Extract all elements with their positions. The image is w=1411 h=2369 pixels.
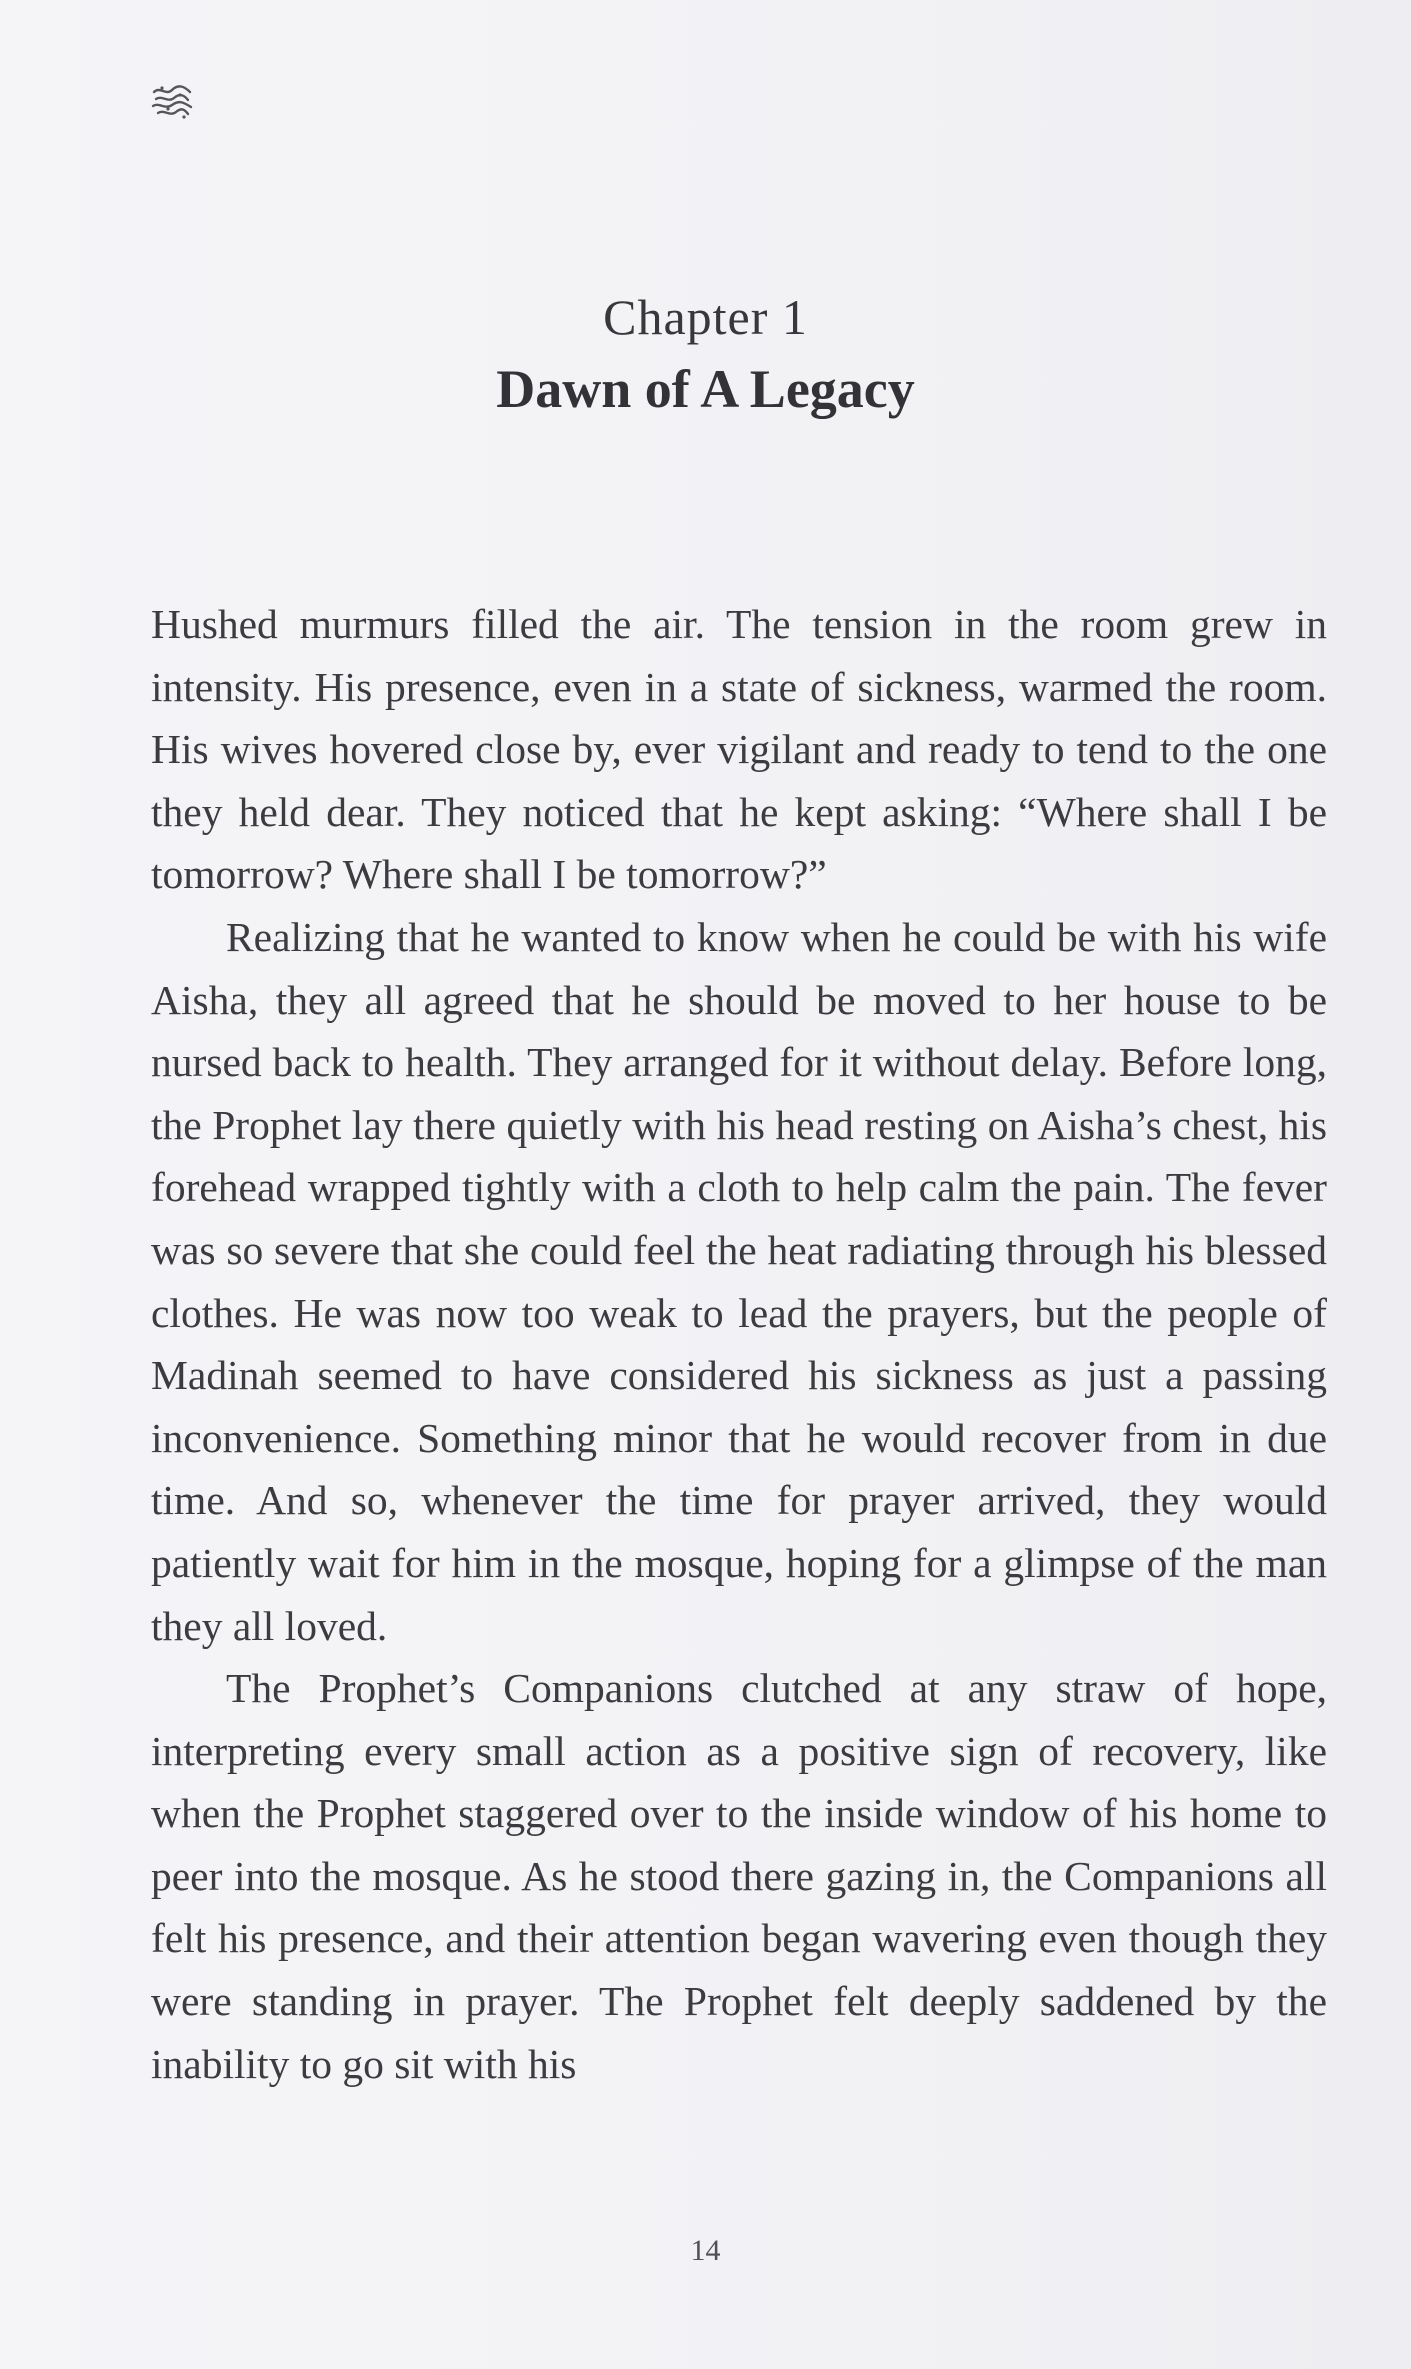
calligraphy-honorific-icon [150, 84, 194, 120]
paragraph: Realizing that he wanted to know when he could be with his wife Aisha, they all agreed that he should be moved to her house to be nursed back to health. They arranged for it without delay. Before long, the Prophet lay there quietly with his head resting on Aisha’s chest, his forehead wrapped tightly with a cloth to help calm the pain. The fever was so severe that she could feel the heat radiating through his blessed clothes. He was now too weak to lead the prayers, but the people of Madinah seemed to have considered his sickness as just a passing inconvenience. Something minor that he would recover from in due time. And so, whenever the time for prayer arrived, they would patiently wait for him in the mosque, hoping for a glimpse of the man they all loved. [151, 913, 1327, 1649]
chapter-title: Dawn of A Legacy [496, 359, 915, 419]
chapter-number: Chapter 1 [603, 289, 808, 345]
paragraph: The Prophet’s Companions clutched at any straw of hope, interpreting every small action as a positive sign of recovery, like when the Prophet staggered over to the inside window of his home to peer into the mosque. As he stood there gazing in, the Companions all felt his presence, and their attention began wavering even though they were standing in prayer. The Prophet felt deeply saddened by the inability to go sit with his [151, 1665, 1327, 2087]
paragraph: Hushed murmurs filled the air. The tension in the room grew in intensity. His presence, even in a state of sickness, warmed the room. His wives hovered close by, ever vigilant and ready to tend to the one they held dear. They noticed that he kept asking: “Where shall I be tomorrow? Where shall I be tomorrow?” [151, 601, 1327, 898]
chapter-body [151, 593, 1327, 2095]
page-number: 14 [690, 2234, 721, 2267]
